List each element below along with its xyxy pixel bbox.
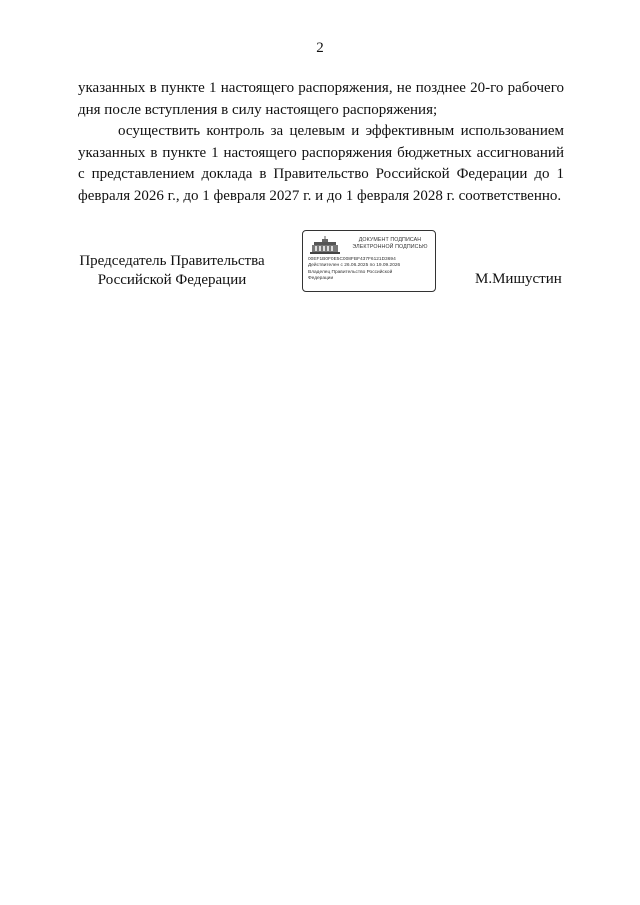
- signer-title: [72, 252, 272, 290]
- signature-block: [0, 230, 640, 300]
- stamp-owner-line-2: Федерации: [308, 276, 334, 282]
- stamp-header: [345, 237, 435, 251]
- document-body: [78, 78, 564, 207]
- page-number: 2: [316, 40, 324, 56]
- stamp-header-line-1: ДОКУМЕНТ ПОДПИСАН: [358, 237, 422, 243]
- stamp-details: [308, 257, 434, 283]
- paragraph-continuation: указанных в пункте 1 настоящего распоряжения, не позднее 20-го рабочего дня после вступления в силу настоящего распоряжения;: [78, 80, 564, 118]
- stamp-certificate: 00EF1B0F0E5C008FBF437F6121D3694: [308, 257, 396, 262]
- signer-name: М.Мишустин: [475, 271, 562, 287]
- signer-title-line-2: Российской Федерации: [97, 272, 247, 288]
- stamp-validity: Действителен с 26.06.2025 по 19.09.2026: [308, 263, 401, 269]
- stamp-header-line-2: ЭЛЕКТРОННОЙ ПОДПИСЬЮ: [352, 244, 428, 250]
- stamp-owner-line-1: Владелец Правительство Российской: [308, 269, 393, 275]
- signer-title-line-1: Председатель Правительства: [79, 253, 265, 269]
- government-building-icon: [308, 235, 342, 255]
- electronic-signature-stamp: [302, 230, 436, 292]
- paragraph-control: осуществить контроль за целевым и эффективным использованием указанных в пункте 1 настоящего распоряжения бюджетных ассигнований с представлением доклада в Правительство Российской Федерации до 1 февраля 2026 г., до 1 февраля 2027 г. и до 1 февраля 2028 г. соответственно.: [78, 123, 564, 204]
